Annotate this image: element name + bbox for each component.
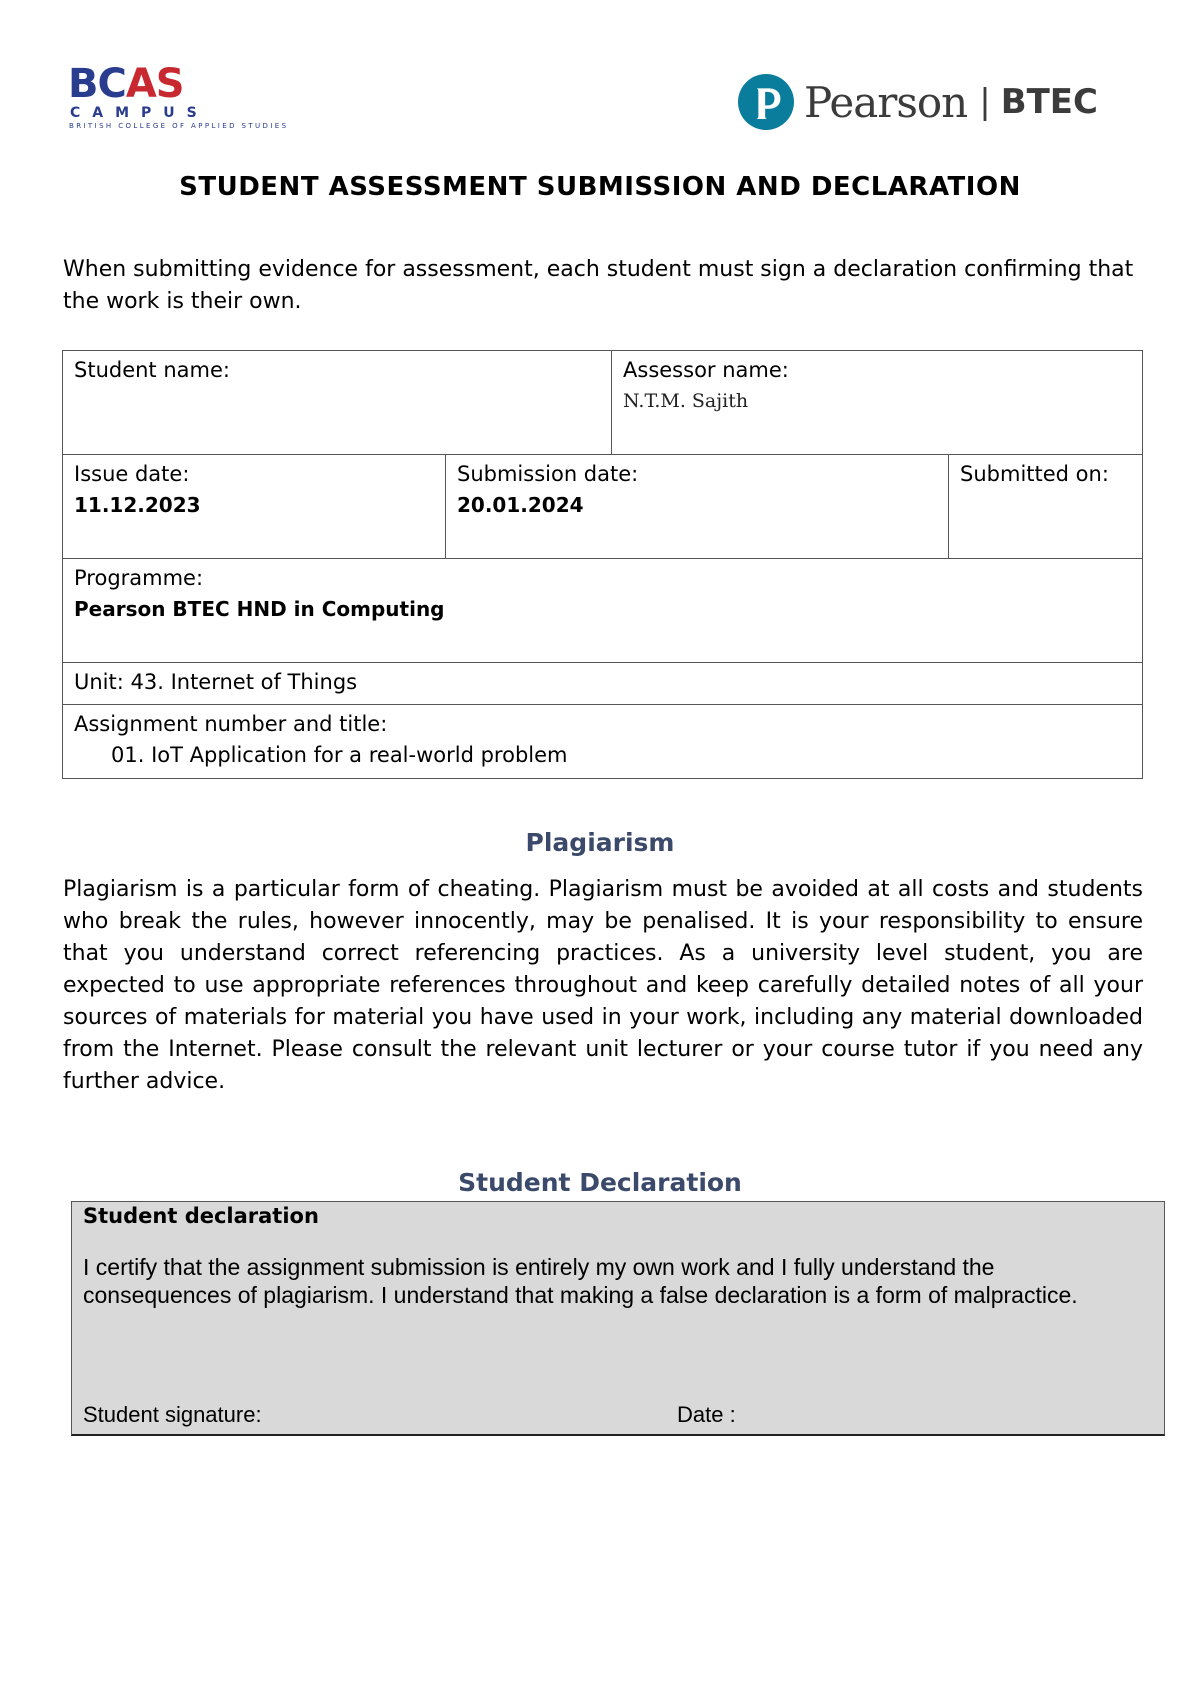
student-name-label: Student name: [74, 358, 230, 382]
bcas-campus-logo [68, 61, 289, 136]
assessor-name-value[interactable]: N.T.M. Sajith [623, 390, 749, 412]
declaration-box-heading: Student declaration [83, 1204, 319, 1228]
submitted-on-label: Submitted on: [960, 462, 1109, 486]
student-name-cell [63, 351, 612, 455]
pearson-btec-logo [738, 66, 1098, 138]
issue-date-cell [63, 455, 446, 559]
unit-text: Unit: 43. Internet of Things [74, 670, 358, 694]
submission-date-value[interactable]: 20.01.2024 [457, 493, 584, 517]
student-signature-label: Student signature: [83, 1402, 262, 1427]
unit-cell [63, 663, 1143, 705]
assessor-name-cell [612, 351, 1143, 455]
plagiarism-heading: Plagiarism [525, 828, 675, 857]
assignment-label: Assignment number and title: [74, 712, 388, 736]
plagiarism-text: Plagiarism is a particular form of cheating. Plagiarism must be avoided at all costs and students who break the rules, however innocently, may be penalised. It is your responsibility to ensure that you understand correct referencing practices. As a university level student, you are expected to use appropriate references throughout and keep carefully detailed notes of all your sources of materials for material you have used in your work, including any material downloaded from the Internet. Please consult the relevant unit lecturer or your course tutor if you need any further advice. [63, 877, 1143, 1094]
logo-separator: | [979, 82, 991, 122]
assignment-cell [63, 705, 1143, 779]
bcas-campus-text: CAMPUS [70, 105, 209, 121]
declaration-date-label: Date : [677, 1402, 736, 1427]
programme-cell [63, 559, 1143, 663]
bcas-tagline: BRITISH COLLEGE OF APPLIED STUDIES [69, 122, 289, 130]
pearson-p-icon [738, 69, 794, 135]
submission-info-table [62, 350, 1143, 779]
declaration-heading: Student Declaration [458, 1168, 742, 1197]
pearson-name: Pearson [803, 77, 968, 127]
assessor-name-label: Assessor name: [623, 358, 789, 382]
declaration-text: I certify that the assignment submission is entirely my own work and I fully understand the consequences of plagiarism. I understand that making a false declaration is a form of malpractice. [83, 1254, 1078, 1308]
submission-date-label: Submission date: [457, 462, 639, 486]
submitted-on-cell [949, 455, 1143, 559]
submission-date-cell [446, 455, 949, 559]
programme-value[interactable]: Pearson BTEC HND in Computing [74, 597, 445, 621]
intro-text: When submitting evidence for assessment, each student must sign a declaration confirming that the work is their own. [63, 257, 1134, 314]
bcas-wordmark: BCAS [68, 61, 184, 107]
issue-date-label: Issue date: [74, 462, 190, 486]
page-title: STUDENT ASSESSMENT SUBMISSION AND DECLARATION [179, 172, 1021, 202]
assignment-value[interactable]: 01. IoT Application for a real-world problem [111, 743, 568, 767]
issue-date-value[interactable]: 11.12.2023 [74, 493, 201, 517]
btec-name: BTEC [1000, 82, 1098, 122]
programme-label: Programme: [74, 566, 204, 590]
